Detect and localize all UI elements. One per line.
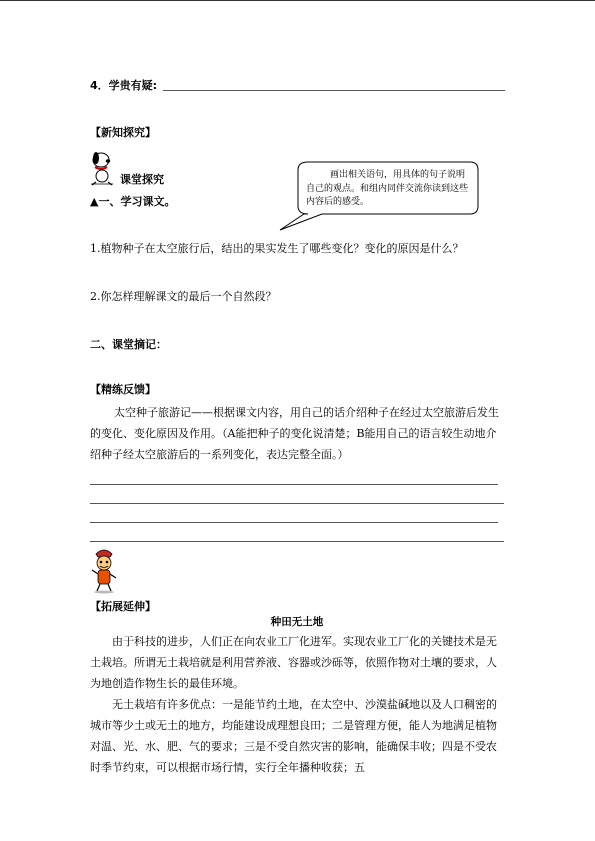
notes-heading: 二、课堂摘记： — [90, 338, 167, 351]
practice-text: 太空种子旅游记——根据课文内容，用自己的话介绍种子在经过太空旅游后发生的变化、变化原因及作用。（A能把种子的变化说清楚；B能用自己的语言较生动地介绍种子经太空旅游后的一系列变化，表达完整全面。） — [90, 406, 499, 461]
q4-answer-line — [163, 90, 505, 91]
reading-paragraph-2: 无土栽培有许多优点：一是能节约土地，在太空中、沙漠盐碱地以及人口稠密的城市等少土或无土的地方，均能建设成理想良田；二是管理方便，能人为地满足植物对温、光、水、肥、气的要求；三是不受自然灾害的影响，能确保丰收；四是不受农时季节约束，可以根据市场行情，实行全年播种收获；五 — [90, 698, 497, 774]
question-1: 1.植物种子在太空旅行后，结出的果实发生了哪些变化？变化的原因是什么？ — [90, 242, 464, 255]
answer-line-2 — [90, 503, 504, 504]
reading-title: 种田无土地 — [270, 616, 324, 628]
speech-bubble-text: 画出相关语句，用具体的句子说明自己的观点。和组内同伴交流你读到这些内容后的感受。 — [306, 170, 469, 207]
header-rule — [0, 0, 595, 1]
answer-line-3 — [90, 522, 498, 523]
section-new-knowledge: 【新知探究】 — [90, 126, 156, 139]
snoopy-icon — [87, 150, 121, 186]
section-practice: 【精练反馈】 — [90, 383, 156, 396]
q4-label: 4．学贵有疑: — [90, 79, 158, 92]
study-text-heading: ▲一、学习课文。 — [90, 195, 176, 208]
answer-line-1 — [90, 484, 498, 485]
section-extend: 【拓展延伸】 — [90, 600, 156, 613]
classroom-explore-label: 课堂探究 — [120, 173, 164, 186]
reading-paragraph-1: 由于科技的进步，人们正在向农业工厂化进军。实现农业工厂化的关键技术是无土栽培。所谓无土栽培就是利用营养液、容器或沙砾等，依照作物对土壤的要求，人为地创造作物生长的最佳环境。 — [90, 635, 497, 690]
cartoon-character-icon — [88, 546, 120, 594]
question-2: 2.你怎样理解课文的最后一个自然段？ — [90, 290, 277, 303]
answer-line-4 — [90, 541, 504, 542]
